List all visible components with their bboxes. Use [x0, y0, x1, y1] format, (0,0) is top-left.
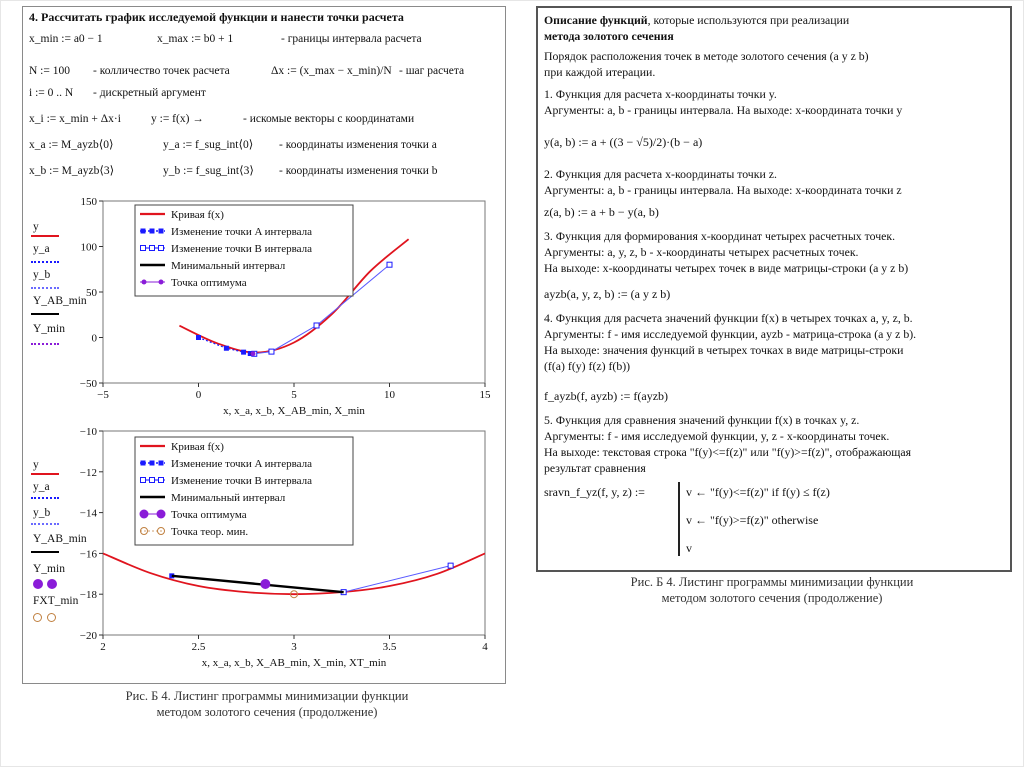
b-comment: - координаты изменения точки b [279, 165, 438, 177]
legend-marker [141, 461, 146, 466]
side2-swatch-theor [33, 613, 59, 621]
side-swatch-opt [31, 343, 59, 345]
s5-args: Аргументы: f - имя исследуемой функции, y, z - x-координаты точек. [544, 429, 890, 443]
point-b-marker [269, 349, 274, 354]
side2-swatch-min [31, 551, 59, 553]
legend-marker [150, 246, 155, 251]
x-tick-label: 3.5 [382, 641, 397, 653]
legend-marker [150, 229, 155, 234]
i-comment: - дискретный аргумент [93, 87, 206, 99]
y-tick-label: −18 [79, 589, 97, 602]
s5-prog-line3: v [686, 541, 692, 555]
legend-marker [141, 229, 146, 234]
s5-out2: результат сравнения [544, 461, 646, 475]
side-label-yb: y_b [33, 269, 51, 281]
legend-label: Кривая f(x) [171, 209, 224, 221]
optimum-marker [250, 351, 255, 356]
side2-swatch-b [31, 523, 59, 525]
s5-out1: На выходе: текстовая строка "f(y)<=f(z)" или "f(y)>=f(z)", отображающая [544, 445, 912, 459]
right-caption-line1: Рис. Б 4. Листинг программы минимизации функции [630, 575, 914, 589]
y-tick-label: −14 [79, 507, 97, 520]
xb-def: x_b := M_ayzb⟨3⟩ [29, 165, 115, 177]
x-tick-label: 10 [384, 389, 395, 401]
s2-args: Аргументы: a, b - границы интервала. На выходе: x-координата точки z [544, 183, 902, 197]
legend-label: Изменение точки A интервала [171, 226, 312, 238]
side-label-y: y [33, 221, 39, 233]
y-tick-label: 100 [80, 241, 97, 254]
y-tick-label: −12 [79, 466, 97, 479]
left-caption-line1: Рис. Б 4. Листинг программы минимизации функции [125, 689, 409, 703]
side2-label-ya: y_a [33, 481, 50, 493]
y-tick-label: −10 [79, 426, 97, 438]
legend-label: Точка оптимума [171, 509, 247, 521]
interval-comment: - границы интервала расчета [281, 33, 422, 45]
point-b-marker [314, 323, 319, 328]
side2-swatch-a [31, 497, 59, 499]
legend-label: Кривая f(x) [171, 441, 224, 453]
s3-formula: ayzb(a, y, z, b) := (a y z b) [544, 287, 671, 301]
desc-title-bold: Описание функций [544, 13, 648, 27]
legend-label: Изменение точки A интервала [171, 458, 312, 470]
s5-prog-line2: v ← "f(y)>=f(z)" otherwise [686, 513, 819, 527]
x-tick-label: 2.5 [191, 641, 206, 653]
section-heading: 4. Рассчитать график исследуемой функции и нанести точки расчета [29, 10, 404, 24]
n-comment: - колличество точек расчета [93, 65, 230, 77]
left-caption [72, 688, 462, 720]
s4-formula: f_ayzb(f, ayzb) := f(ayzb) [544, 389, 669, 403]
y-tick-label: 0 [91, 332, 97, 345]
xmin-def: x_min := a0 − 1 [29, 33, 103, 45]
x-tick-label: 15 [479, 389, 491, 401]
s1-args: Аргументы: a, b - границы интервала. На выходе: x-координата точки y [544, 103, 903, 117]
side2-label-yb: y_b [33, 507, 51, 519]
legend-marker [159, 246, 164, 251]
dx-comment: - шаг расчета [399, 65, 465, 77]
side-label-ya: y_a [33, 243, 50, 255]
side2-label-ymin: Y_min [33, 563, 65, 575]
n-def: N := 100 [29, 65, 70, 77]
legend-marker [159, 461, 164, 466]
side-swatch-curve [31, 235, 59, 237]
legend-marker [159, 478, 164, 483]
x-tick-label: −5 [97, 389, 109, 401]
s3-out: На выходе: x-координаты четырех точек в виде матрицы-строки (a y z b) [544, 261, 909, 275]
legend-marker [141, 246, 146, 251]
side2-label-yab: Y_AB_min [33, 533, 87, 545]
point-b-marker [448, 563, 453, 568]
side-label-yab: Y_AB_min [33, 295, 87, 307]
y-tick-label: −50 [79, 378, 97, 390]
y-tick-label: 150 [80, 196, 97, 208]
legend-label: Минимальный интервал [171, 492, 286, 504]
s3-args: Аргументы: a, y, z, b - x-координаты четырех расчетных точек. [544, 245, 859, 259]
legend-marker [150, 461, 155, 466]
s5-function-name: sravn_f_yz(f, y, z) := [544, 485, 645, 499]
point-b-line [344, 566, 451, 593]
i-def: i := 0 .. N [29, 87, 74, 99]
point-b-marker [387, 262, 392, 267]
left-listing-panel [22, 6, 506, 684]
point-a-marker [224, 346, 229, 351]
s4-args: Аргументы: f - имя исследуемой функции, ayzb - матрица-строка (a y z b). [544, 327, 917, 341]
s1-title: 1. Функция для расчета x-координаты точки y. [544, 87, 777, 101]
legend-marker [157, 510, 166, 519]
side2-swatch-curve [31, 473, 59, 475]
point-a-marker [196, 335, 201, 340]
legend-label: Изменение точки B интервала [171, 475, 312, 487]
legend-marker [140, 510, 149, 519]
ya-def: y_a := f_sug_int⟨0⟩ [163, 139, 254, 151]
legend-marker [150, 478, 155, 483]
order-line2: при каждой итерации. [544, 65, 656, 79]
legend-label: Точка оптимума [171, 277, 247, 289]
right-caption [572, 574, 972, 606]
legend-marker [142, 280, 147, 285]
x-tick-label: 5 [291, 389, 297, 401]
side-swatch-min [31, 313, 59, 315]
s3-title: 3. Функция для формирования x-координат четырех расчетных точек. [544, 229, 896, 243]
optimum-marker [260, 579, 270, 589]
x-tick-label: 3 [291, 641, 297, 653]
desc-title-line2: метода золотого сечения [544, 29, 674, 43]
y-tick-label: −20 [79, 630, 97, 642]
s1-formula: y(a, b) := a + ((3 − √5)/2)·(b − a) [544, 135, 703, 149]
legend-label: Минимальный интервал [171, 260, 286, 272]
side2-label-y: y [33, 459, 39, 471]
min-interval-line [172, 576, 344, 592]
xi-def: x_i := x_min + Δx·i [29, 113, 121, 125]
chart-function-zoom [69, 423, 499, 679]
x-axis-label: x, x_a, x_b, X_AB_min, X_min [223, 405, 365, 417]
s5-program-bar [678, 482, 680, 556]
s4-out2: (f(a) f(y) f(z) f(b)) [544, 359, 631, 373]
y-tick-label: −16 [79, 548, 97, 561]
x-tick-label: 2 [100, 641, 106, 653]
side2-swatch-opt [33, 579, 59, 589]
s2-title: 2. Функция для расчета x-координаты точки z. [544, 167, 777, 181]
desc-title [544, 14, 849, 27]
x-tick-label: 0 [195, 389, 202, 401]
s5-title: 5. Функция для сравнения значений функции f(x) в точках y, z. [544, 413, 860, 427]
chart-function-overview [69, 193, 499, 421]
s4-out1: На выходе: значения функций в четырех точках в виде матрицы-строки [544, 343, 904, 357]
desc-title-rest: , которые используются при реализации [647, 13, 850, 27]
y-tick-label: 50 [86, 287, 97, 299]
order-line1: Порядок расположения точек в методе золотого сечения (a y z b) [544, 49, 869, 63]
x-tick-label: 4 [482, 641, 488, 653]
legend-label: Изменение точки B интервала [171, 243, 312, 255]
s5-prog-line1: v ← "f(y)<=f(z)" if f(y) ≤ f(z) [686, 485, 830, 499]
legend-label: Точка теор. мин. [171, 526, 249, 538]
a-comment: - координаты изменения точки a [279, 139, 437, 151]
legend-marker [159, 280, 164, 285]
point-a-marker [241, 350, 246, 355]
plot-area [103, 553, 485, 597]
side-swatch-b [31, 287, 59, 289]
y-def: y := f(x) → [151, 113, 204, 125]
right-caption-line2: методом золотого сечения (продолжение) [661, 591, 883, 605]
s2-formula: z(a, b) := a + b − y(a, b) [544, 205, 659, 219]
right-description-panel [536, 6, 1012, 572]
dx-def: Δx := (x_max − x_min)/N [271, 65, 392, 77]
side-label-ymin: Y_min [33, 323, 65, 335]
xmax-def: x_max := b0 + 1 [157, 33, 234, 45]
side-swatch-a [31, 261, 59, 263]
legend-marker [159, 229, 164, 234]
left-caption-line2: методом золотого сечения (продолжение) [156, 705, 378, 719]
x-axis-label: x, x_a, x_b, X_AB_min, X_min, XT_min [201, 657, 387, 669]
s4-title: 4. Функция для расчета значений функции f(x) в четырех точках a, y, z, b. [544, 311, 913, 325]
yb-def: y_b := f_sug_int⟨3⟩ [163, 165, 254, 177]
vectors-comment: - искомые векторы с координатами [243, 113, 415, 125]
xa-def: x_a := M_ayzb⟨0⟩ [29, 139, 114, 151]
side2-label-fxt: FXT_min [33, 595, 79, 607]
legend-marker [141, 478, 146, 483]
